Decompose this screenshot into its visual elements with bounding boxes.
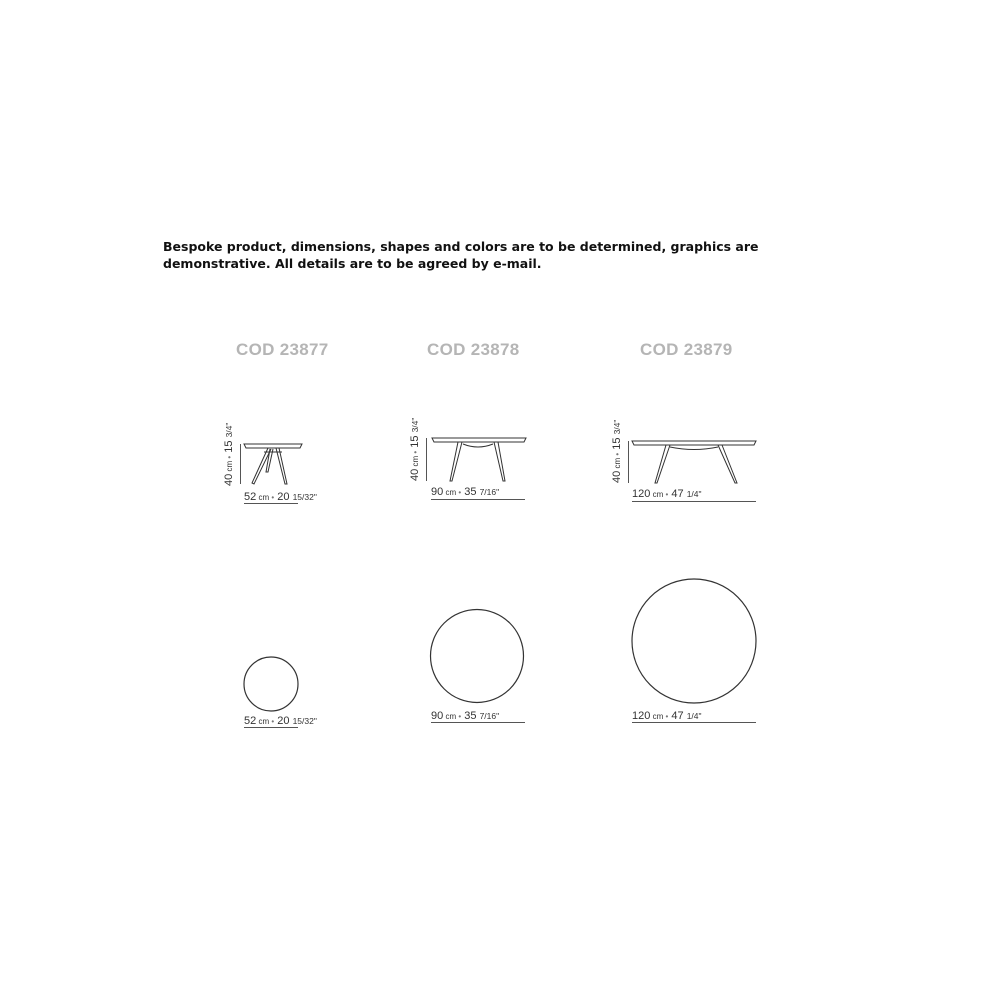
diameter-dimension-23877: 52 cm • 20 15/32" — [244, 715, 317, 727]
model-code-23879: COD 23879 — [640, 340, 733, 359]
width-line-23877 — [244, 503, 298, 504]
height-line-23877 — [240, 444, 241, 484]
height-line-23879 — [628, 441, 629, 483]
width-dimension-23877: 52 cm • 20 15/32" — [244, 491, 317, 503]
diameter-dimension-23879: 120 cm • 47 1/4" — [632, 710, 702, 722]
diameter-line-23878 — [431, 722, 525, 723]
top-view-23879 — [632, 579, 756, 703]
width-line-23879 — [632, 501, 756, 502]
diameter-line-23879 — [632, 722, 756, 723]
height-dimension-23877: 40 cm • 15 3/4" — [223, 422, 235, 486]
side-view-23879 — [632, 441, 756, 483]
model-code-23877: COD 23877 — [236, 340, 329, 359]
disclaimer-line-1: Bespoke product, dimensions, shapes and colors are to be determined, graphics are — [163, 239, 759, 254]
height-dimension-23878: 40 cm • 15 3/4" — [409, 417, 421, 481]
top-view-23878 — [431, 610, 524, 703]
height-dimension-23879: 40 cm • 15 3/4" — [611, 419, 623, 483]
diameter-dimension-23878: 90 cm • 35 7/16" — [431, 710, 500, 722]
side-view-23878 — [432, 438, 526, 481]
width-line-23878 — [431, 499, 525, 500]
width-dimension-23878: 90 cm • 35 7/16" — [431, 486, 500, 498]
top-view-23877 — [244, 657, 298, 711]
model-code-23878: COD 23878 — [427, 340, 520, 359]
disclaimer-line-2: demonstrative. All details are to be agreed by e-mail. — [163, 256, 542, 271]
width-dimension-23879: 120 cm • 47 1/4" — [632, 488, 702, 500]
height-line-23878 — [426, 438, 427, 481]
diameter-line-23877 — [244, 727, 298, 728]
side-view-23877 — [244, 444, 302, 484]
